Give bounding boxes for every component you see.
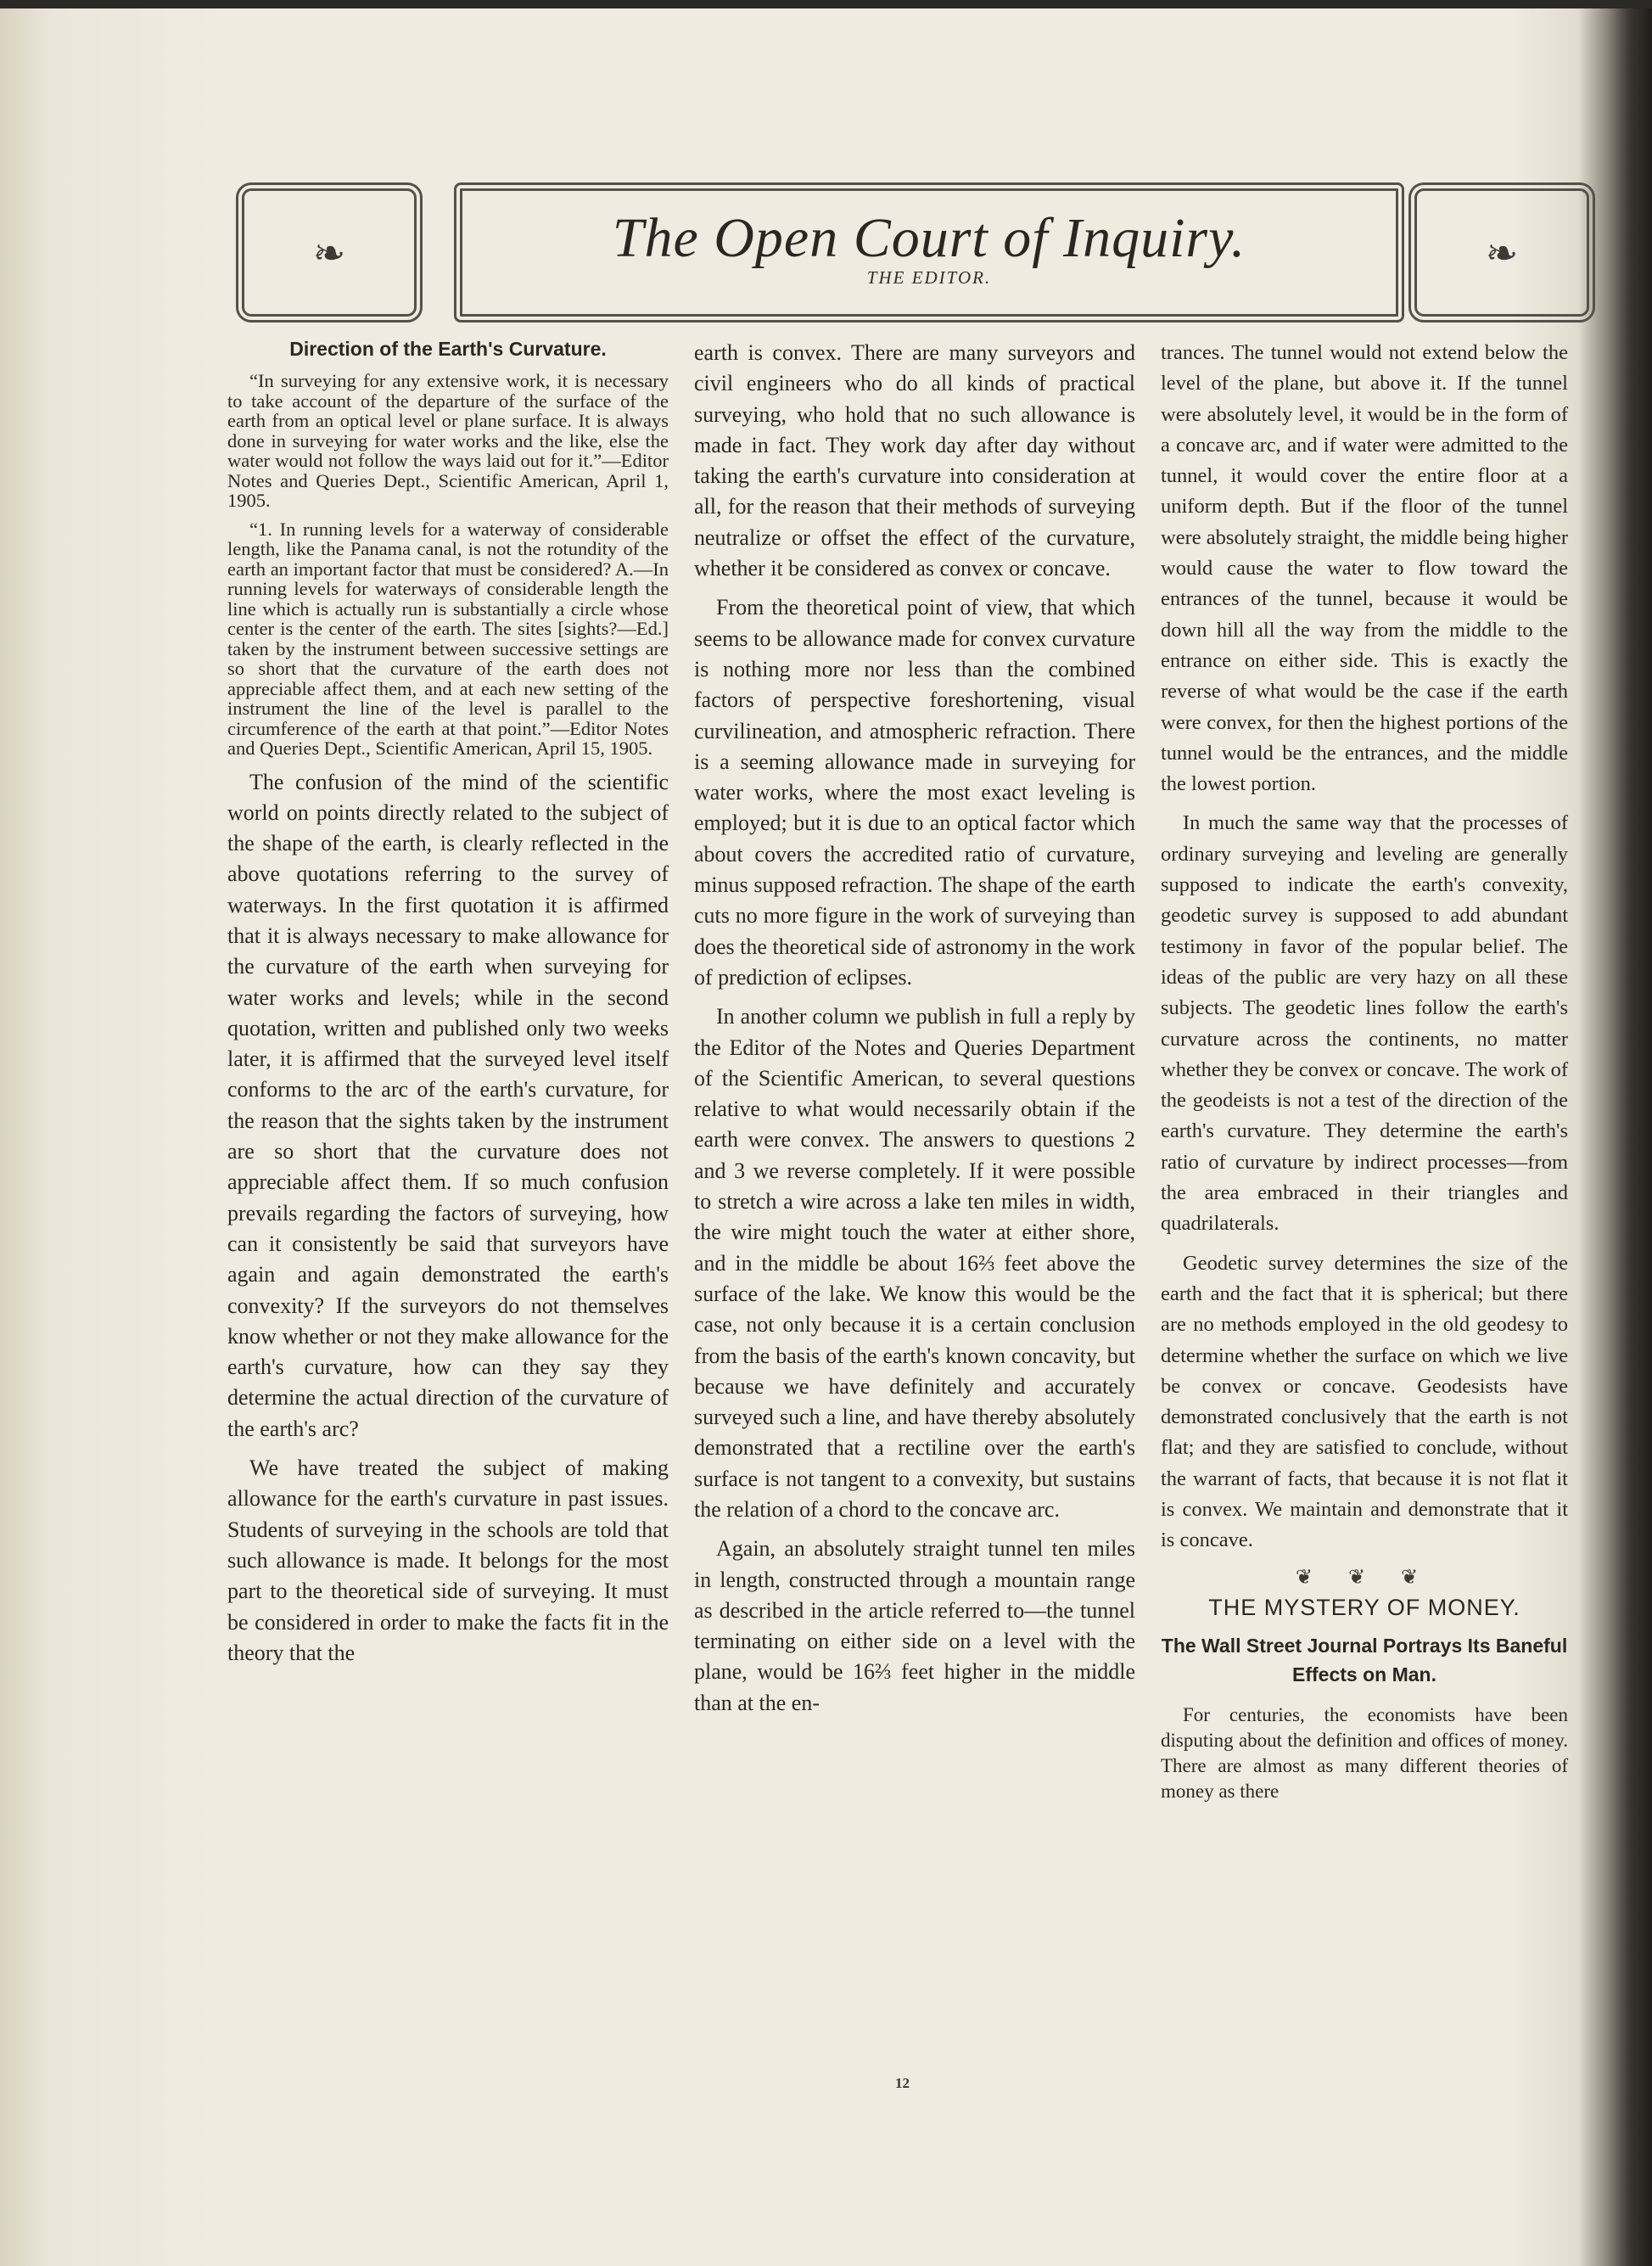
section-author: THE EDITOR. (866, 267, 992, 288)
left-ornament-box (236, 182, 423, 323)
body-paragraph: In much the same way that the processes of ordinary surveying and leveling are generally supposed to indicate the earth's convexity, geodetic survey is supposed to add abundant testimony in favor of the popular belief. The ideas of the public are very hazy on all these subjects. The geodetic lines follow the earth's curvature across the continents, no matter whether they be convex or concave. The work of the geodeists is not a test of the direction of the earth's curvature. They determine the earth's ratio of curvature by indirect processes—from the area embraced in their triangles and quadrilaterals. (1161, 811, 1568, 1236)
flower-ornament-icon: ❧ (312, 231, 346, 275)
body-paragraph: For centuries, the economists have been disputing about the definition and offices of money. There are almost as many different theories of money as there (1161, 1703, 1568, 1802)
body-paragraph: earth is convex. There are many surveyors and civil engineers who do all kinds of practical surveying, who hold that no such allowance is made in fact. They work day after day without taking the earth's curvature into consideration at all, for the reason that their methods of surveying neutralize or offset the effect of the curvature, whether it be considered as convex or concave. (694, 340, 1135, 581)
column-3 (1161, 338, 1568, 1813)
body-paragraph: From the theoretical point of view, that which seems to be allowance made for convex curvature is nothing more nor less than the combined factors of perspective foreshortening, visual curvilineation, and atmospheric refraction. There is a seeming allowance made in surveying for water works, where the most exact leveling is employed; but it is due to an optical factor which about covers the accredited ratio of curvature, minus supposed refraction. The shape of the earth cuts no more figure in the work of surveying than does the theoretical side of astronomy in the work of prediction of eclipses. (694, 595, 1135, 990)
column-2 (694, 338, 1135, 1727)
body-paragraph: Geodetic survey determines the size of the earth and the fact that it is spherical; but there are no methods employed in the old geodesy to determine whether the surface on which we live be convex or concave. Geodesists have demonstrated conclusively that the earth is not flat; and they are satisfied to conclude, without the warrant of facts, that because it is not flat it is convex. We maintain and demonstrate that it is concave. (1161, 1251, 1568, 1552)
quote-paragraph: “In surveying for any extensive work, it is necessary to take account of the departure of the surface of the earth from an optical level or plane surface. It is always done in surveying for water works and the like, else the water would not follow the ways laid out for it.”—Editor Notes and Queries Dept., Scientific American, April 1, 1905. (227, 370, 669, 511)
flower-ornament-icon: ❧ (1485, 231, 1519, 275)
article-title: THE MYSTERY OF MONEY. (1208, 1594, 1520, 1620)
page-number: 12 (895, 2075, 910, 2091)
article-subtitle: The Wall Street Journal Portrays Its Baneful Effects on Man. (1161, 1634, 1568, 1685)
quote-paragraph: “1. In running levels for a waterway of considerable length, like the Panama canal, is not the rotundity of the earth an important factor that must be considered? A.—In running levels for waterways of considerable length the line which is actually run is substantially a circle whose center is the center of the earth. The sites [sights?—Ed.] taken by the instrument between successive settings are so short that the curvature of the earth does not appreciable affect them, and at each new setting of the instrument the line of the level is parallel to the circumference of the earth at that point.”—Editor Notes and Queries Dept., Scientific American, April 15, 1905. (227, 518, 669, 759)
body-paragraph: Again, an absolutely straight tunnel ten miles in length, constructed through a mountain range as described in the article referred to—the tunnel terminating on either side on a level with the plane, would be 16⅔ feet higher in the middle than at the en- (694, 1536, 1135, 1715)
right-ornament-box (1408, 182, 1595, 323)
article-heading: Direction of the Earth's Curvature. (289, 338, 607, 360)
body-paragraph: In another column we publish in full a reply by the Editor of the Notes and Queries Department of the Scientific American, to several questions relative to what would necessarily obtain if the earth were convex. The answers to questions 2 and 3 we reverse completely. If it were possible to stretch a wire across a lake ten miles in width, the wire might touch the water at either shore, and in the middle be about 16⅔ feet above the surface of the lake. We know this would be the case, not only because it is a certain conclusion from the basis of the earth's known concavity, but because we have definitely and accurately surveyed such a line, and have thereby absolutely demonstrated that a rectiline over the earth's surface is not tangent to a convexity, but sustains the relation of a chord to the concave arc. (694, 1004, 1135, 1522)
section-title: The Open Court of Inquiry. (612, 207, 1246, 269)
top-edge (0, 0, 1652, 8)
body-paragraph: We have treated the subject of making allowance for the earth's curvature in past issues. Students of surveying in the schools are told that such allowance is made. It belongs for the most part to the theoretical side of surveying. It must be considered in order to make the facts fit in the theory that the (227, 1456, 669, 1665)
body-paragraph: trances. The tunnel would not extend below the level of the plane, but above it. If the tunnel were absolutely level, it would be in the form of a concave arc, and if water were admitted to the tunnel, it would cover the entire floor at a uniform depth. But if the floor of the tunnel were absolutely straight, the middle being higher would cause the water to flow toward the entrances of the tunnel, because it would be down hill all the way from the middle to the entrance on either side. This is exactly the reverse of what would be the case if the earth were convex, for then the highest portions of the tunnel would be the entrances, and the middle the lowest portion. (1161, 341, 1568, 796)
column-1 (227, 338, 669, 1677)
leaf-ornament-icon: ❦ ❦ ❦ (1295, 1566, 1434, 1589)
body-paragraph: The confusion of the mind of the scientific world on points directly related to the subject of the shape of the earth, is clearly reflected in the above quotations referring to the survey of waterways. In the first quotation it is affirmed that it is always necessary to make allowance for the curvature of the earth when surveying for water works and levels; while in the second quotation, written and published only two weeks later, it is affirmed that the surveyed level itself conforms to the arc of the earth's curvature, for the reason that the sights taken by the instrument are so short that the curvature does not appreciable affect them. If so much confusion prevails regarding the factors of surveying, how can it consistently be said that surveyors have again and again demonstrated the earth's convexity? If the surveyors do not themselves know whether or not they make allowance for the earth's curvature, how can they say they determine the actual direction of the curvature of the earth's arc? (227, 769, 669, 1441)
header-title-box (454, 182, 1404, 323)
